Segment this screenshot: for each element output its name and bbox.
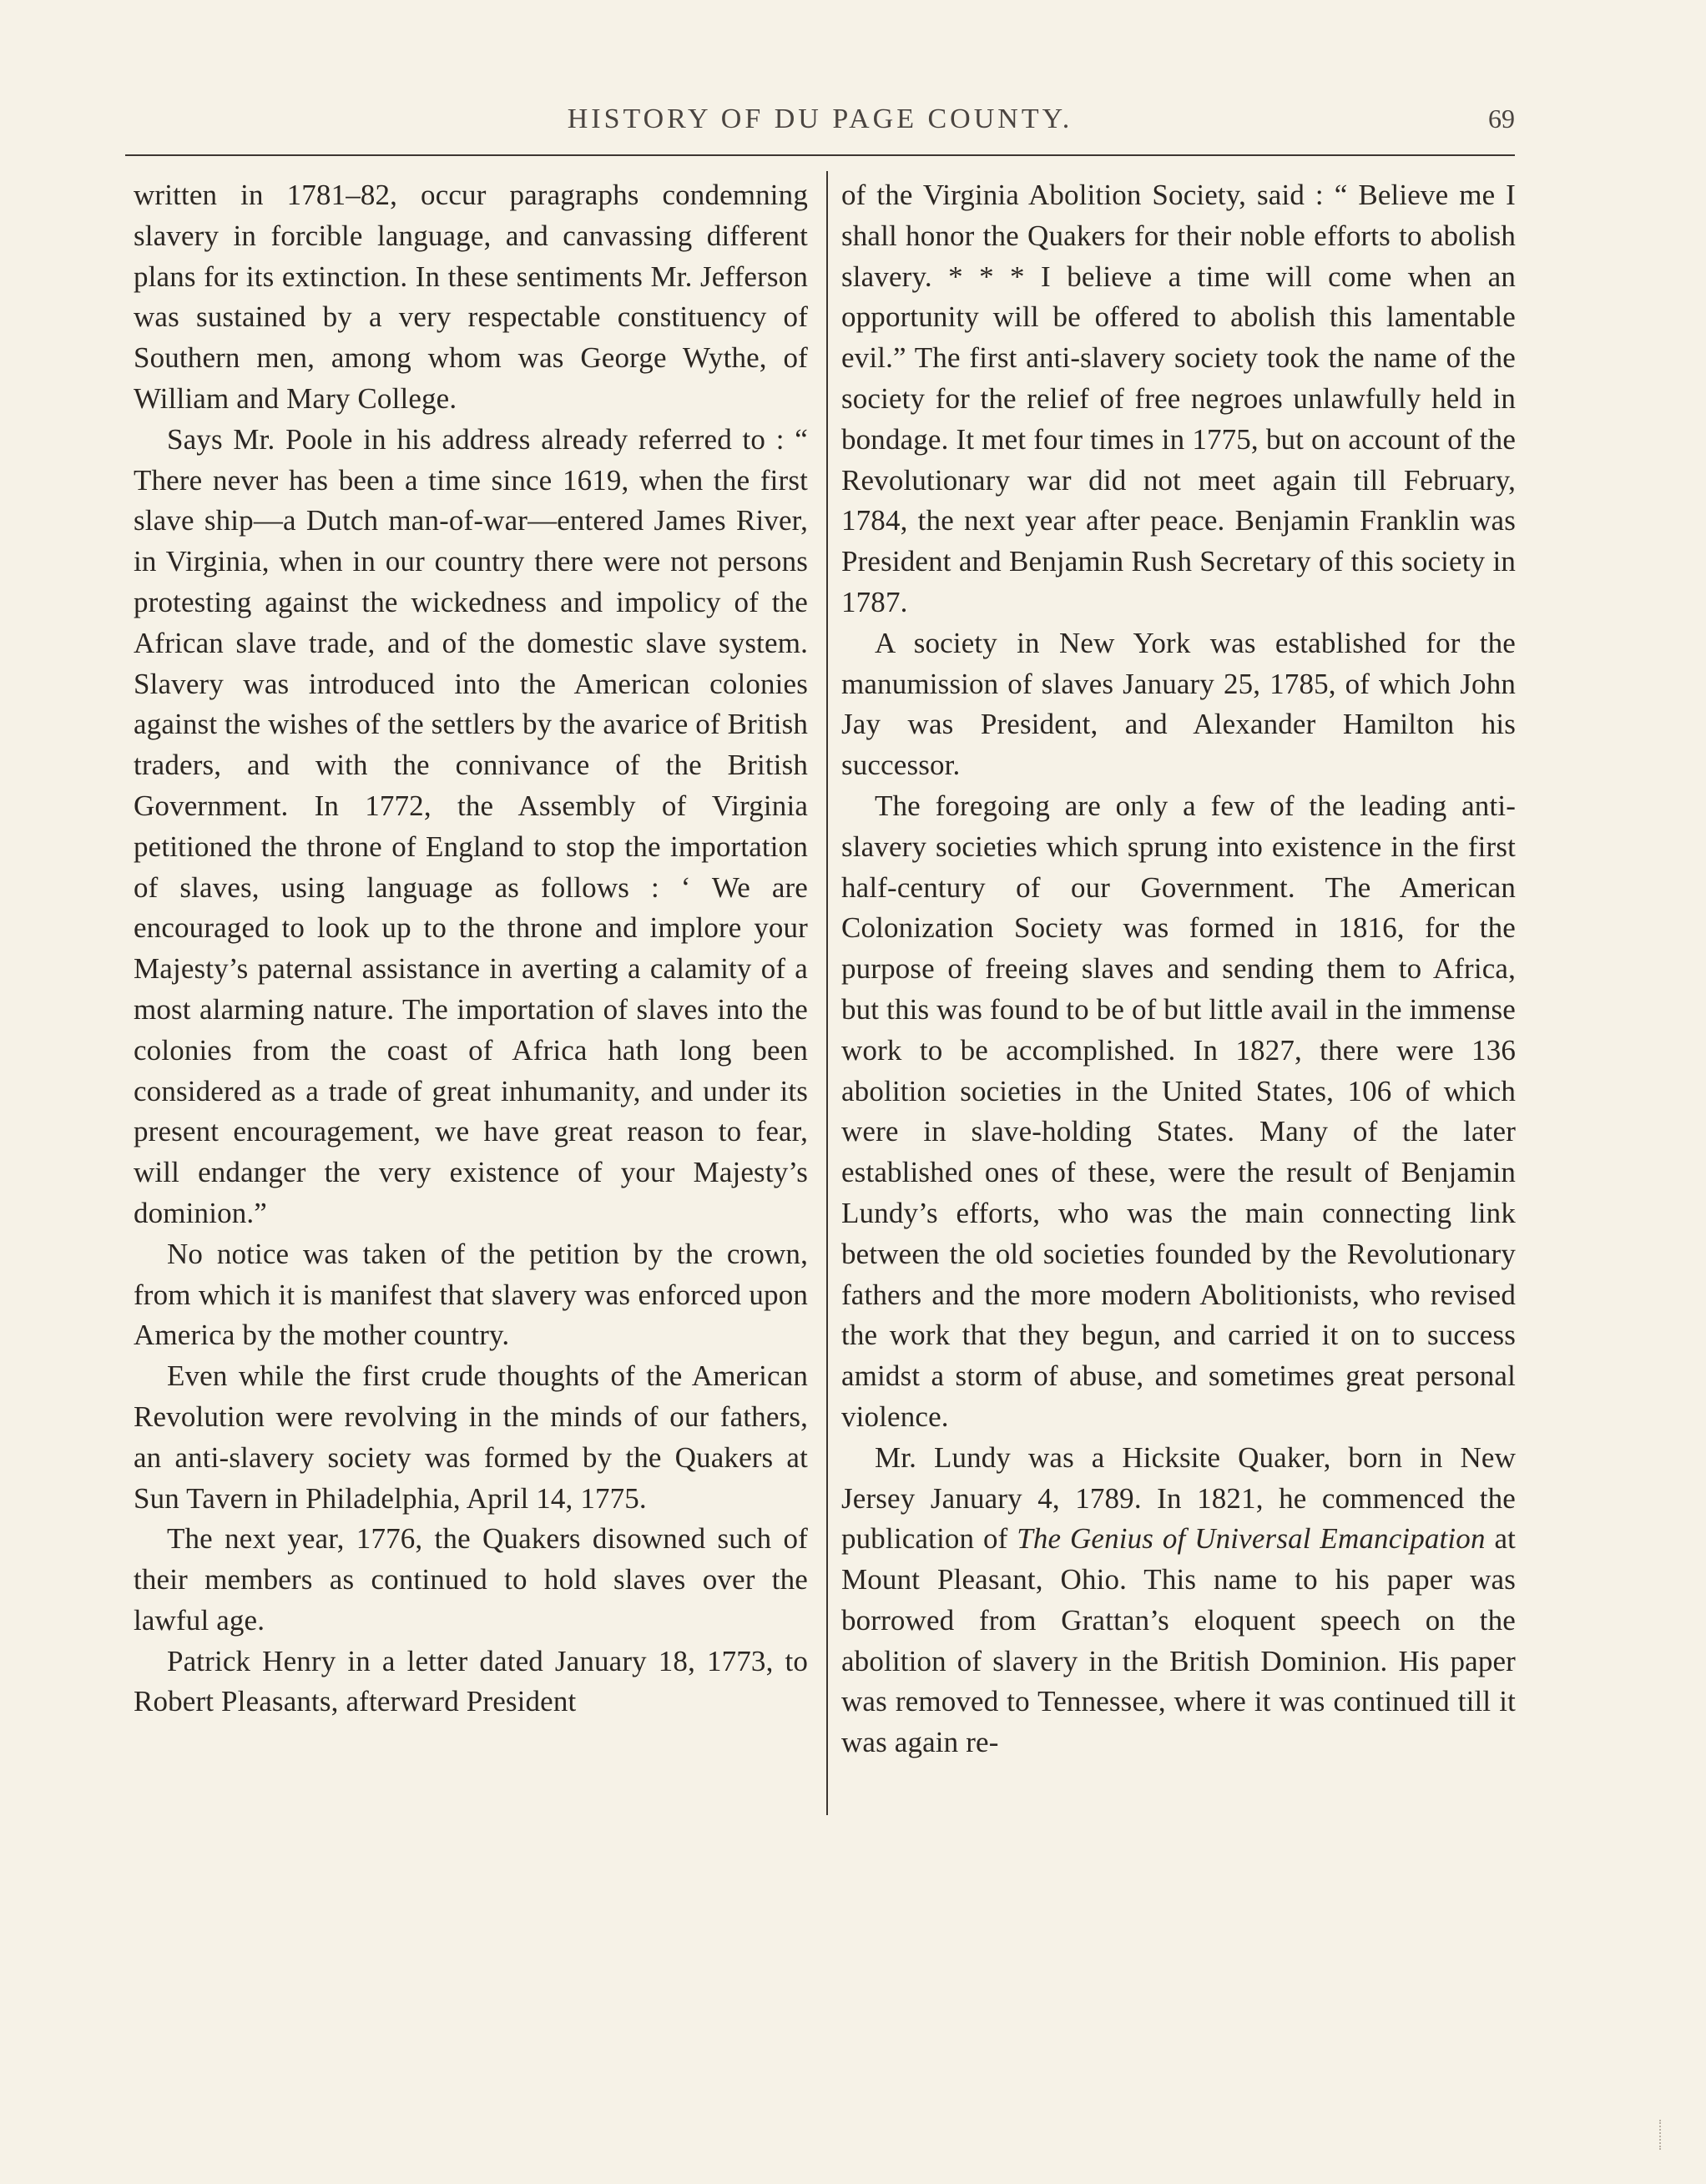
paragraph-text: Mr. Lundy was a Hicksite Quaker, born in New Jersey January 4, 1789. In 1821, he commenced the publication of	[841, 1440, 1516, 1556]
paragraph: The next year, 1776, the Quakers disowned such of their members as continued to hold slaves over the lawful age.	[134, 1522, 808, 1637]
running-head	[125, 103, 1515, 142]
paragraph: Patrick Henry in a letter dated January 18, 1773, to Robert Pleasants, afterward President	[134, 1644, 808, 1718]
running-title: HISTORY OF DU PAGE COUNTY.	[567, 103, 1073, 134]
publication-title: The Genius of Universal Emancipation	[1017, 1522, 1486, 1556]
paragraph-text: at Mount Pleasant, Ohio. This name to his paper was borrowed from Grattan’s eloquent speech on the abolition of slavery in the British Dominion. His paper was removed to Tennessee, where it was continued till it was again re-	[841, 1522, 1516, 1759]
paragraph: Even while the first crude thoughts of the American Revolution were revolving in the minds of our fathers, an anti-slavery society was formed by the Quakers at Sun Tavern in Philadelphia, April 14, 1775.	[134, 1359, 808, 1515]
paragraph: written in 1781–82, occur paragraphs condemning slavery in forcible language, and canvassing different plans for its extinction. In these sentiments Mr. Jefferson was sustained by a very respectable constituency of Southern men, among whom was George Wythe, of William and Mary College.	[134, 179, 808, 415]
paragraph: No notice was taken of the petition by the crown, from which it is manifest that slavery was enforced upon America by the mother country.	[134, 1237, 808, 1352]
paragraph	[841, 1438, 1516, 1763]
right-column	[841, 175, 1516, 1763]
paragraph: The foregoing are only a few of the leading anti-slavery societies which sprung into existence in the first half-century of our Government. The American Colonization Society was formed in 1816, for the purpose of freeing slaves and sending them to Africa, but this was found to be of but little avail in the immense work to be accomplished. In 1827, there were 136 abolition societies in the United States, 106 of which were in slave-holding States. Many of the later established ones of these, were the result of Benjamin Lundy’s efforts, who was the main connecting link between the old societies founded by the Revolutionary fathers and the more modern Abolitionists, who revised the work that they begun, and carried it on to success amidst a storm of abuse, and sometimes great personal violence.	[841, 789, 1516, 1433]
paragraph: A society in New York was established for the manumission of slaves January 25, 1785, of which John Jay was President, and Alexander Hamilton his successor.	[841, 626, 1516, 782]
column-divider	[826, 171, 828, 1815]
left-column	[134, 175, 808, 1722]
page-number: 69	[1488, 103, 1515, 134]
header-rule	[125, 154, 1515, 156]
paper-mark	[1659, 2120, 1663, 2150]
paragraph: of the Virginia Abolition Society, said : “ Believe me I shall honor the Quakers for their noble efforts to abolish slavery. * * * I believe a time will come when an opportunity will be offered to abolish this lamentable evil.” The first anti-slavery society took the name of the society for the relief of free negroes unlawfully held in bondage. It met four times in 1775, but on account of the Revolutionary war did not meet again till February, 1784, the next year after peace. Benjamin Franklin was President and Benjamin Rush Secretary of this society in 1787.	[841, 179, 1516, 618]
paragraph: Says Mr. Poole in his address already referred to : “ There never has been a time since 1619, when the first slave ship—a Dutch man-of-war—entered James River, in Virginia, when in our country there were not persons protesting against the wickedness and impolicy of the African slave trade, and of the domestic slave system. Slavery was introduced into the American colonies against the wishes of the settlers by the avarice of British traders, and with the connivance of the British Government. In 1772, the Assembly of Virginia petitioned the throne of England to stop the importation of slaves, using language as follows : ‘ We are encouraged to look up to the throne and implore your Majesty’s paternal assistance in averting a calamity of a most alarming nature. The importation of slaves into the colonies from the coast of Africa hath long been considered as a trade of great inhumanity, and under its present encouragement, we have great reason to fear, will endanger the very existence of your Majesty’s dominion.”	[134, 422, 808, 1229]
